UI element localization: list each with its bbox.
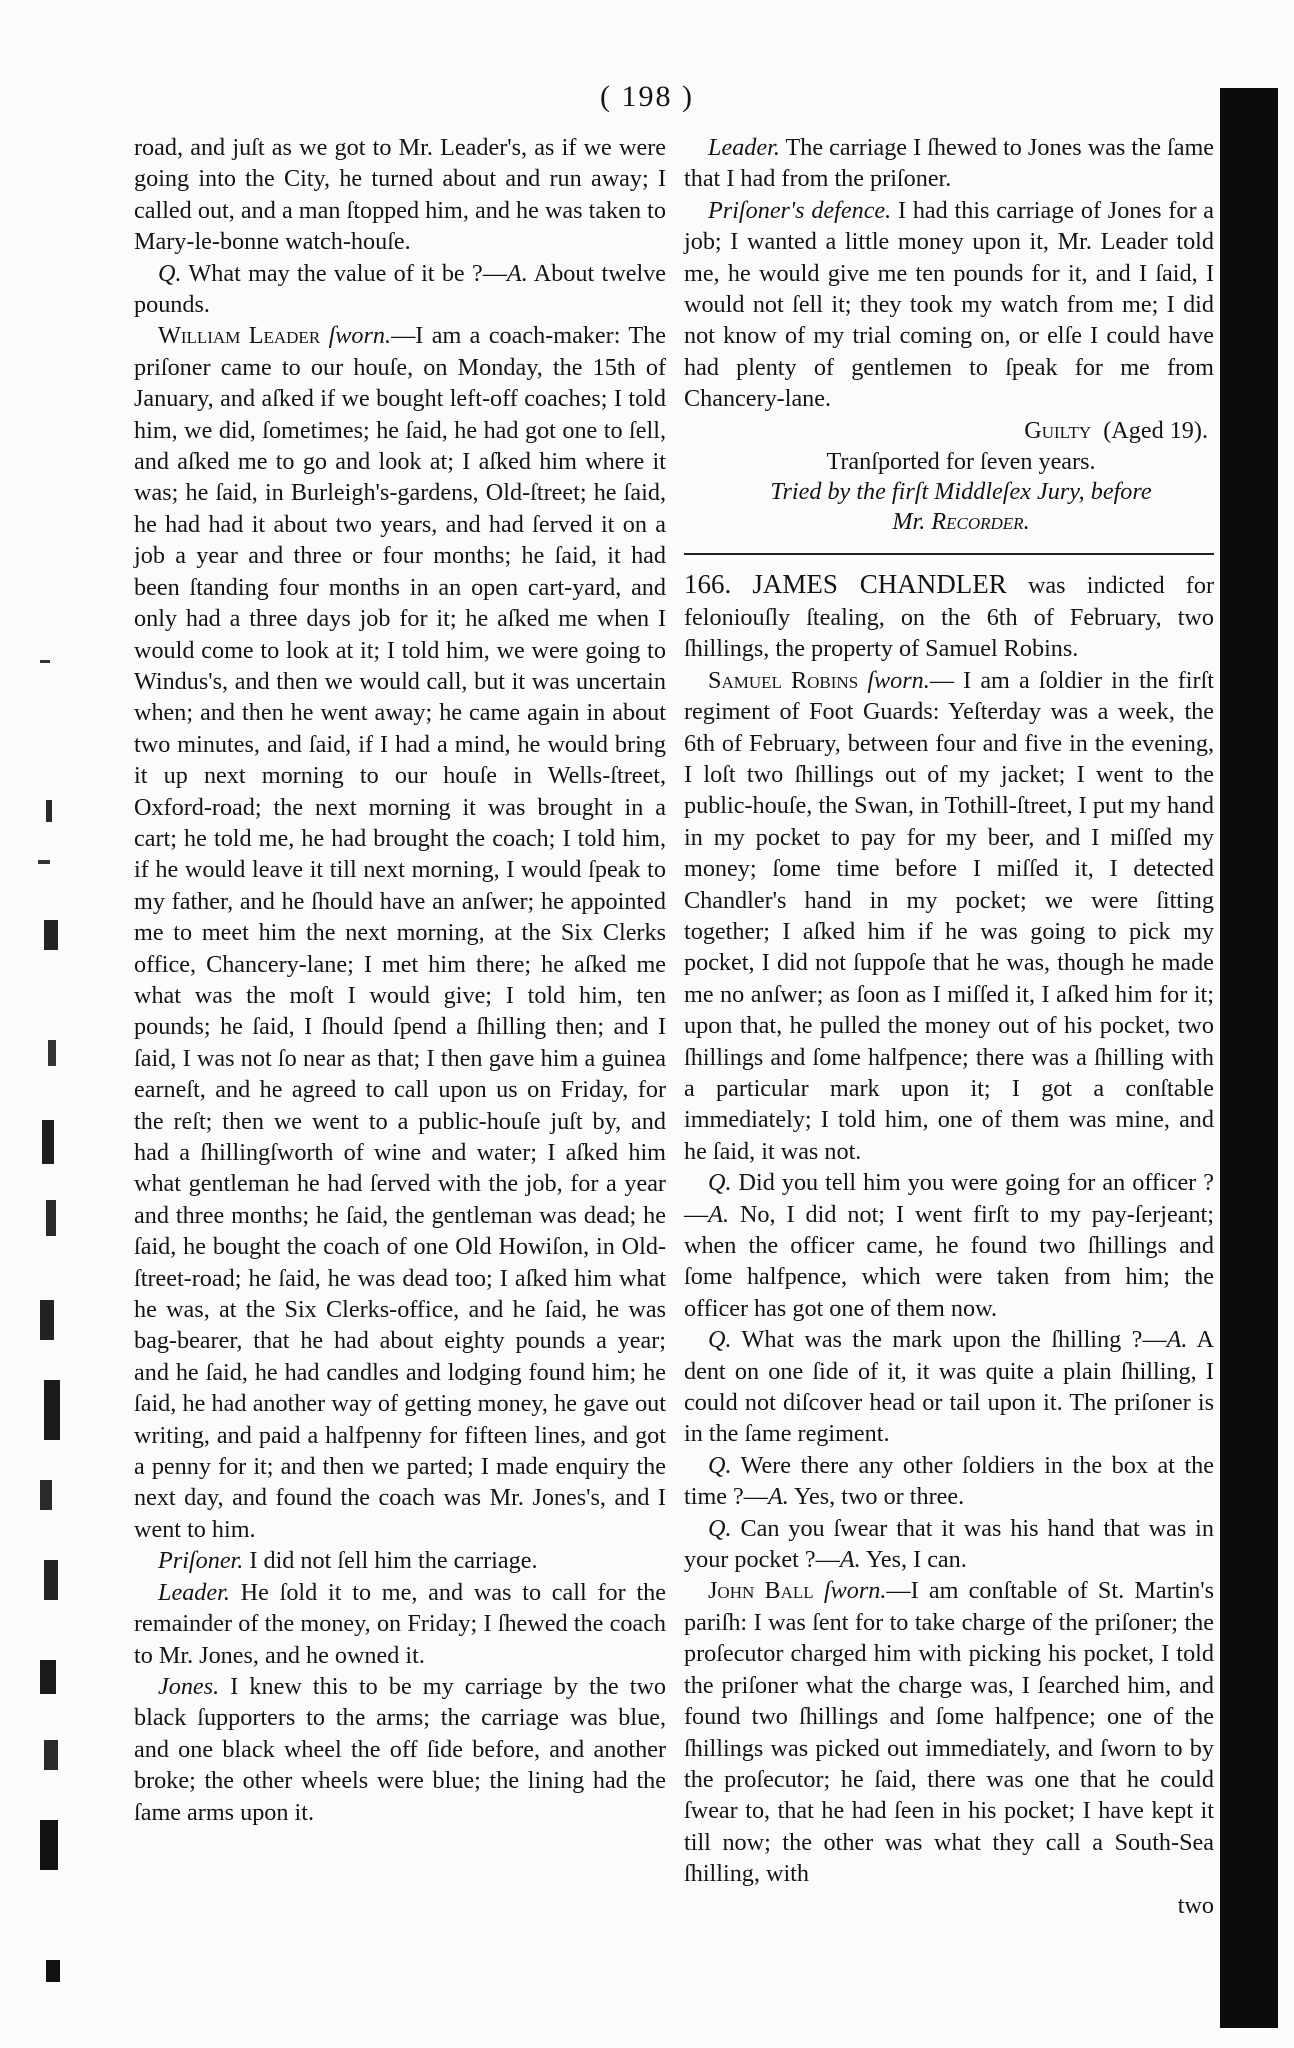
- paragraph: Priſoner. I did not ſell him the carriage.: [158, 1547, 538, 1575]
- question: Q. What was the mark upon the ſhilling ?—A. A dent on one ſide of it, it was quite a plain ſhilling, I could not diſcover head or tail upon it. The priſoner is in the ſame regiment.: [684, 1326, 1214, 1448]
- right-column: [684, 132, 1214, 1921]
- catchword: two: [1177, 1891, 1214, 1919]
- question: Q. Can you ſwear that it was his hand that was in your pocket ?—A. Yes, I can.: [684, 1514, 1214, 1574]
- question: Q. Were there any other ſoldiers in the box at the time ?—A. Yes, two or three.: [684, 1451, 1214, 1511]
- margin-ink-marks: [0, 0, 130, 2048]
- sentence: Tranſported for ſeven years.: [826, 448, 1096, 476]
- defence-paragraph: Priſoner's defence. I had this carriage of Jones for a job; I wanted a little money upon it, Mr. Leader told me, he would give me ten pounds for it, and I ſaid, I would not ſell it; they took my watch from me; I did not know of my trial coming on, or elſe I could have had plenty of gentlemen to ſpeak for me from Chancery-lane.: [684, 196, 1214, 413]
- paragraph: Leader. The carriage I ſhewed to Jones was the ſame that I had from the priſoner.: [684, 134, 1214, 193]
- witness-name: John Ball: [708, 1577, 814, 1605]
- witness-name: William Leader: [158, 322, 321, 350]
- scan-edge-shadow: [1220, 88, 1278, 2028]
- testimony-paragraph: William Leader ſworn.—I am a coach-maker: The priſoner came to our houſe, on Monday, the 15th of January, and aſked if we bought left-off coaches; I told him, we did, ſometimes; he ſaid, he had got one to ſell, and aſked me to go and look at; I aſked him where it was; he ſaid, in Burleigh's-gardens, Old-ſtreet; he ſaid, he had had it about two years, and had ſerved it on a job a year and three or four months; he ſaid, it had been ſtanding four months in an open cart-yard, and only had a three days job for it; he aſked me when I would come to look at it; I told him, we were going to Windus's, and then we would call, but it was uncertain when; and then he went away; he came again in about two minutes, and ſaid, if I had a mind, he would bring it up next morning to our houſe in Wells-ſtreet, Oxford-road; the next morning it was brought in a cart; he told me, he had brought the coach; I told him, if he would leave it till next morning, I would ſpeak to my father, and he ſhould have an anſwer; he appointed me to meet him the next morning, at the Six Clerks office, Chancery-lane; I met him there; he aſked me what was the moſt I would give; I told him, ten pounds; he ſaid, I ſhould ſpend a ſhilling then; and I ſaid, I was not ſo near as that; I then gave him a guinea earneſt, and he agreed to call upon us on Friday, for the reſt; then we went to a public-houſe juſt by, and had a ſhillingſworth of wine and water; I aſked him what gentleman he had ſerved with the job, for a year and three months; he ſaid, the gentleman was dead; he ſaid, he bought the coach of one Old Howiſon, in Old-ſtreet-road; he ſaid, he was dead too; I aſked him what he was, at the Six Clerks-office, and he ſaid, he was bag-bearer, that he had about eighty pounds a year; and he ſaid, he had candles and lodging found him; he ſaid, he had another way of getting money, he gave out writing, and paid a halfpenny for fifteen lines, and got a penny for it; and then we parted; I made enquiry the next day, and found the coach was Mr. Jones's, and I went to him.: [134, 322, 666, 1543]
- section-divider: [684, 553, 1214, 555]
- paragraph: Leader. He ſold it to me, and was to call for the remainder of the money, on Friday; I ſhewed the coach to Mr. Jones, and he owned it.: [134, 1578, 666, 1669]
- left-column: [134, 132, 666, 1828]
- testimony-paragraph: Samuel Robins ſworn.— I am a ſoldier in the firſt regiment of Foot Guards: Yeſterday was a week, the 6th of February, between four and five in the evening, I loſt two ſhillings out of my jacket; I went to the public-houſe, the Swan, in Tothill-ſtreet, I put my hand in my pocket to pay for my beer, and I miſſed my money; ſome time before I miſſed it, I detected Chandler's hand in my pocket; we were ſitting together; I aſked him if he was going to pick my pocket, I did not ſuppoſe that he was, though he made me no anſwer; as ſoon as I miſſed it, I aſked him for it; upon that, he pulled the money out of his pocket, two ſhillings and ſome halfpence; there was a ſhilling with a particular mark upon it; I got a conſtable immediately; I told him, one of them was mine, and he ſaid, it was not.: [684, 666, 1215, 1165]
- case-heading: 166. JAMES CHANDLER was indicted for feloniouſly ſtealing, on the 6th of February, two ſhillings, the property of Samuel Robins.: [684, 569, 1214, 663]
- court-line: Tried by the firſt Middleſex Jury, before: [770, 478, 1152, 506]
- paragraph: Q. What may the value of it be ?—A. About twelve pounds.: [134, 259, 666, 319]
- paragraph: Jones. I knew this to be my carriage by the two black ſupporters to the arms; the carriage was blue, and one black wheel the off ſide before, and another broke; the other wheels were blue; the lining had the ſame arms upon it.: [134, 1672, 667, 1826]
- witness-name: Samuel Robins: [708, 666, 859, 694]
- page-number: ( 198 ): [600, 80, 694, 113]
- question: Q. Did you tell him you were going for an officer ?—A. No, I did not; I went firſt to my pay-ſerjeant; when the officer came, he found two ſhillings and ſome halfpence, which were taken from him; the officer has got one of them now.: [684, 1169, 1214, 1322]
- testimony-paragraph: John Ball ſworn.—I am conſtable of St. Martin's pariſh: I was ſent for to take charge of the priſoner; the proſecutor charged him with picking his pocket, I told the priſoner what the charge was, I ſearched him, and found two ſhillings and ſome halfpence; one of the ſhillings was picked out immediately, and ſworn to by the proſecutor; he ſaid, there was one that he could ſwear to, that he had ſeen in his pocket; I have kept it till now; the other was what they call a South-Sea ſhilling, with: [684, 1577, 1214, 1888]
- court-line: Mr. Recorder.: [892, 508, 1030, 536]
- paragraph: road, and juſt as we got to Mr. Leader's, as if we were going into the City, he turned about and run away; I called out, and a man ſtopped him, and he was taken to Mary-le-bonne watch-houſe.: [134, 134, 666, 256]
- verdict: Guilty (Aged 19).: [1024, 416, 1208, 444]
